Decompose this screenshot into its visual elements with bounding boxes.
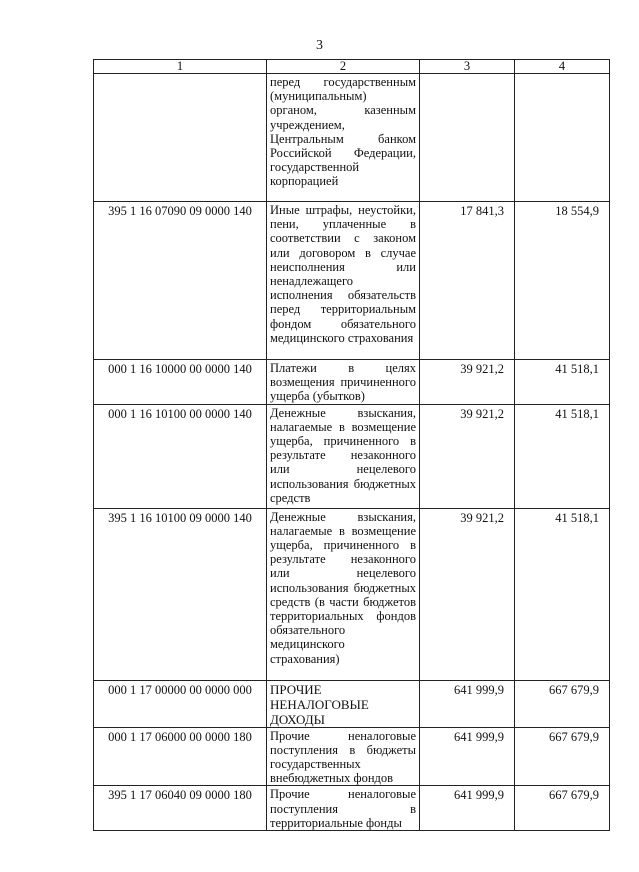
row-value-col4: 41 518,1 (515, 508, 610, 680)
row-value-col3 (420, 74, 515, 202)
row-value-col3: 641 999,9 (420, 680, 515, 727)
row-value-col3: 641 999,9 (420, 786, 515, 831)
row-value-col3: 39 921,2 (420, 360, 515, 405)
row-value-col4: 667 679,9 (515, 786, 610, 831)
row-name: Прочие неналоговые поступления в территориальные фонды (267, 786, 420, 831)
row-value-col4: 41 518,1 (515, 404, 610, 508)
table-row (94, 404, 610, 508)
column-header-2: 2 (267, 60, 420, 74)
revenue-table (93, 59, 610, 831)
table-row (94, 360, 610, 405)
table-row (94, 74, 610, 202)
row-code: 000 1 16 10000 00 0000 140 (94, 360, 267, 405)
column-header-4: 4 (515, 60, 610, 74)
row-name: ПРОЧИЕ НЕНАЛОГОВЫЕ ДОХОДЫ (267, 680, 420, 727)
table-row (94, 202, 610, 360)
row-value-col4: 667 679,9 (515, 727, 610, 786)
row-value-col4: 41 518,1 (515, 360, 610, 405)
row-value-col3: 17 841,3 (420, 202, 515, 360)
row-value-col3: 641 999,9 (420, 727, 515, 786)
table-row (94, 727, 610, 786)
row-value-col4: 18 554,9 (515, 202, 610, 360)
table-header-row (94, 60, 610, 74)
row-name: Прочие неналоговые поступления в бюджеты государственных внебюджетных фондов (267, 727, 420, 786)
row-code (94, 74, 267, 202)
row-value-col3: 39 921,2 (420, 508, 515, 680)
row-code: 395 1 17 06040 09 0000 180 (94, 786, 267, 831)
page-number: 3 (316, 38, 323, 53)
row-code: 000 1 16 10100 00 0000 140 (94, 404, 267, 508)
table-row (94, 680, 610, 727)
row-name: Денежные взыскания, налагаемые в возмещение ущерба, причиненного в результате незаконного или нецелевого использования бюджетных средств (267, 404, 420, 508)
row-value-col4 (515, 74, 610, 202)
column-header-1: 1 (94, 60, 267, 74)
row-code: 000 1 17 06000 00 0000 180 (94, 727, 267, 786)
row-name: Денежные взыскания, налагаемые в возмещение ущерба, причиненного в результате незаконного или нецелевого использования бюджетных средств (в части бюджетов территориальных фондов обязательного медицинского страхования) (267, 508, 420, 680)
table-row (94, 508, 610, 680)
column-header-3: 3 (420, 60, 515, 74)
table-row (94, 786, 610, 831)
row-name: Иные штрафы, неустойки, пени, уплаченные в соответствии с законом или договором в случае неисполнения или ненадлежащего исполнения обязательств перед территориальным фондом обязательного медицинского страхования (267, 202, 420, 360)
row-value-col4: 667 679,9 (515, 680, 610, 727)
row-name: перед государственным (муниципальным) органом, казенным учреждением, Центральным банком Российской Федерации, государственной корпорацией (267, 74, 420, 202)
row-code: 395 1 16 07090 09 0000 140 (94, 202, 267, 360)
row-code: 000 1 17 00000 00 0000 000 (94, 680, 267, 727)
row-name: Платежи в целях возмещения причиненного ущерба (убытков) (267, 360, 420, 405)
row-code: 395 1 16 10100 09 0000 140 (94, 508, 267, 680)
row-value-col3: 39 921,2 (420, 404, 515, 508)
